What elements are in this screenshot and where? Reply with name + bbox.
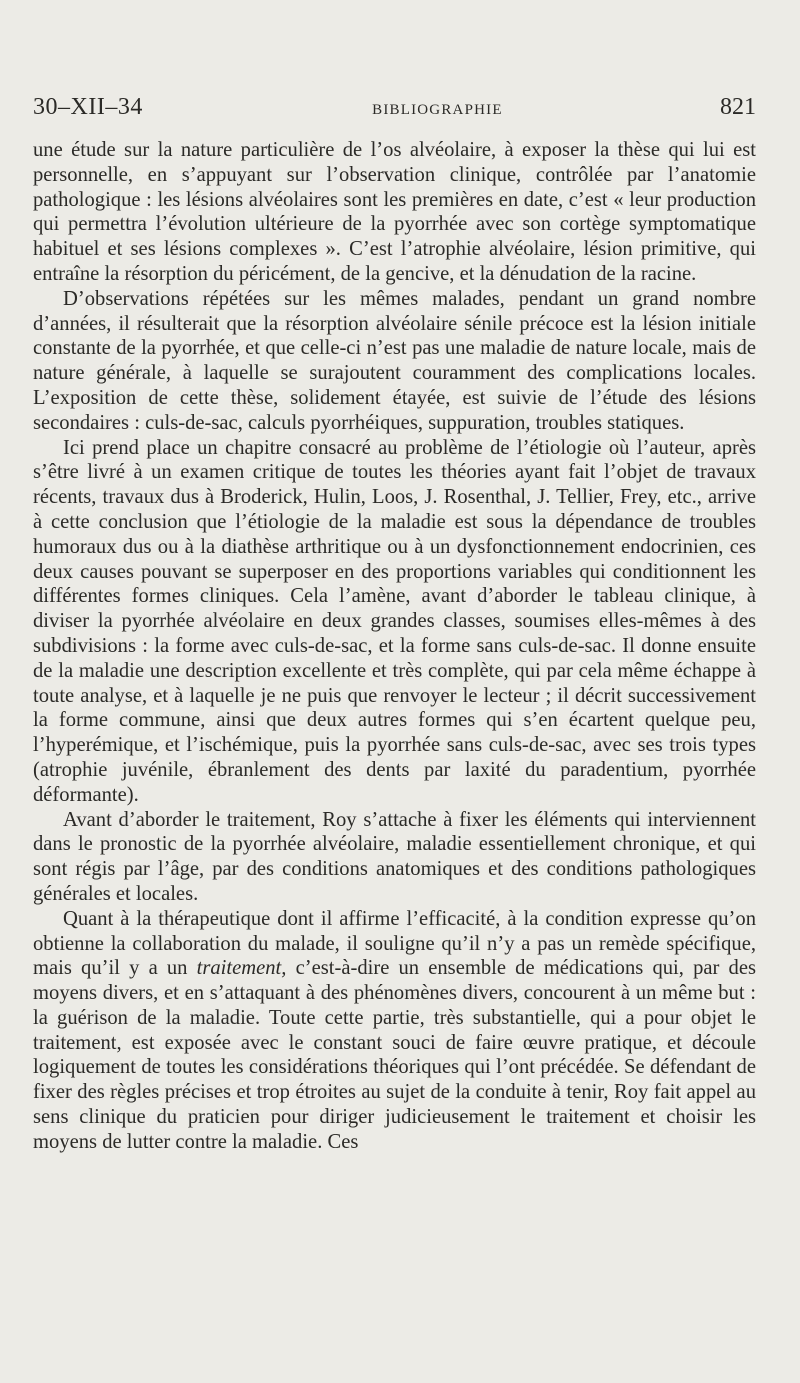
paragraph-5-italic-term: traitement, bbox=[196, 957, 287, 980]
page-number: 821 bbox=[720, 94, 756, 120]
paragraph-3 bbox=[33, 436, 756, 808]
running-header bbox=[33, 94, 756, 124]
issue-date: 30–XII–34 bbox=[33, 94, 143, 120]
paragraph-1-text: une étude sur la nature particulière de l’os alvéolaire, à exposer la thèse qui lui est personnelle, en s’appuyant sur l’observation clinique, contrôlée par l’anatomie pathologique : les lésions alvéolaires sont les premières en date, c’est « leur production qui permettra l’évolution ultérieure de la pyorrhée avec son cortège symptomatique habituel et ses lésions complexes ». C’est l’atrophie alvéolaire, lésion primitive, qui entraîne la résorption du péricément, de la gencive, et la dénudation de la racine. bbox=[33, 139, 756, 285]
paragraph-2-text: D’observations répétées sur les mêmes malades, pendant un grand nombre d’années, il résulterait que la résorption alvéolaire sénile précoce est la lésion initiale constante de la pyorrhée, et que celle-ci n’est pas une maladie de nature locale, mais de nature générale, à laquelle se surajoutent couramment des complications locales. L’exposition de cette thèse, solidement étayée, est suivie de l’étude des lésions secondaires : culs-de-sac, calculs pyorrhéiques, suppuration, troubles statiques. bbox=[33, 287, 756, 434]
paragraph-3-text: Ici prend place un chapitre consacré au problème de l’étiologie où l’auteur, après s’être livré à un examen critique de toutes les théories ayant fait l’objet de travaux récents, travaux dus à Broderick, Hulin, Loos, J. Rosenthal, J. Tellier, Frey, etc., arrive à cette conclusion que l’étiologie de la maladie est sous la dépendance de troubles humoraux dus ou à la diathèse arthritique ou à un dysfonctionnement endocrinien, ces deux causes pouvant se superposer en des proportions variables qui conditionnent les différentes formes cliniques. Cela l’amène, avant d’aborder le tableau clinique, à diviser la pyorrhée alvéolaire en deux grandes classes, soumises elles-mêmes à des subdivisions : la forme avec culs-de-sac, et la forme sans culs-de-sac. Il donne ensuite de la maladie une description excellente et très complète, qui par cela même échappe à toute analyse, et à laquelle je ne puis que renvoyer le lecteur ; il décrit successivement la forme commune, ainsi que deux autres formes qui s’en écartent quelque peu, l’hyperémique, et l’ischémique, puis la pyorrhée sans culs-de-sac, avec ses trois types (atrophie juvénile, ébranlement des dents par laxité du paradentium, pyorrhée déformante). bbox=[33, 436, 756, 806]
paragraph-1 bbox=[33, 138, 756, 287]
paragraph-4 bbox=[33, 808, 756, 907]
paragraph-5-text-end: c’est-à-dire un ensemble de médications qui, par des moyens divers, et en s’attaquant à des phénomènes divers, concourent à un même but : la guérison de la maladie. Toute cette partie, très substantielle, qui a pour objet le traitement, est exposée avec le constant souci de faire œuvre pratique, et découle logiquement de toutes les considérations théoriques qui l’ont précédée. Se défendant de fixer des règles précises et trop étroites au sujet de la conduite à tenir, Roy fait appel au sens clinique du praticien pour diriger judicieusement le traitement et choisir les moyens de lutter contre la maladie. Ces bbox=[33, 957, 756, 1153]
paragraph-5-text-start: Quant à la thérapeutique dont il affirme l’efficacité, à la condition expresse qu’on obtienne la collaboration du malade, il souligne qu’il n’y a pas un remède spécifique, mais qu’il y a un bbox=[33, 907, 756, 980]
paragraph-2 bbox=[33, 287, 756, 436]
running-title: BIBLIOGRAPHIE bbox=[372, 102, 503, 118]
body-text bbox=[33, 138, 756, 1155]
paragraph-4-text: Avant d’aborder le traitement, Roy s’attache à fixer les éléments qui interviennent dans le pronostic de la pyorrhée alvéolaire, maladie essentiellement chronique, et qui sont régis par l’âge, par des conditions anatomiques et des conditions pathologiques générales et locales. bbox=[33, 808, 756, 905]
paragraph-5 bbox=[33, 907, 756, 1155]
